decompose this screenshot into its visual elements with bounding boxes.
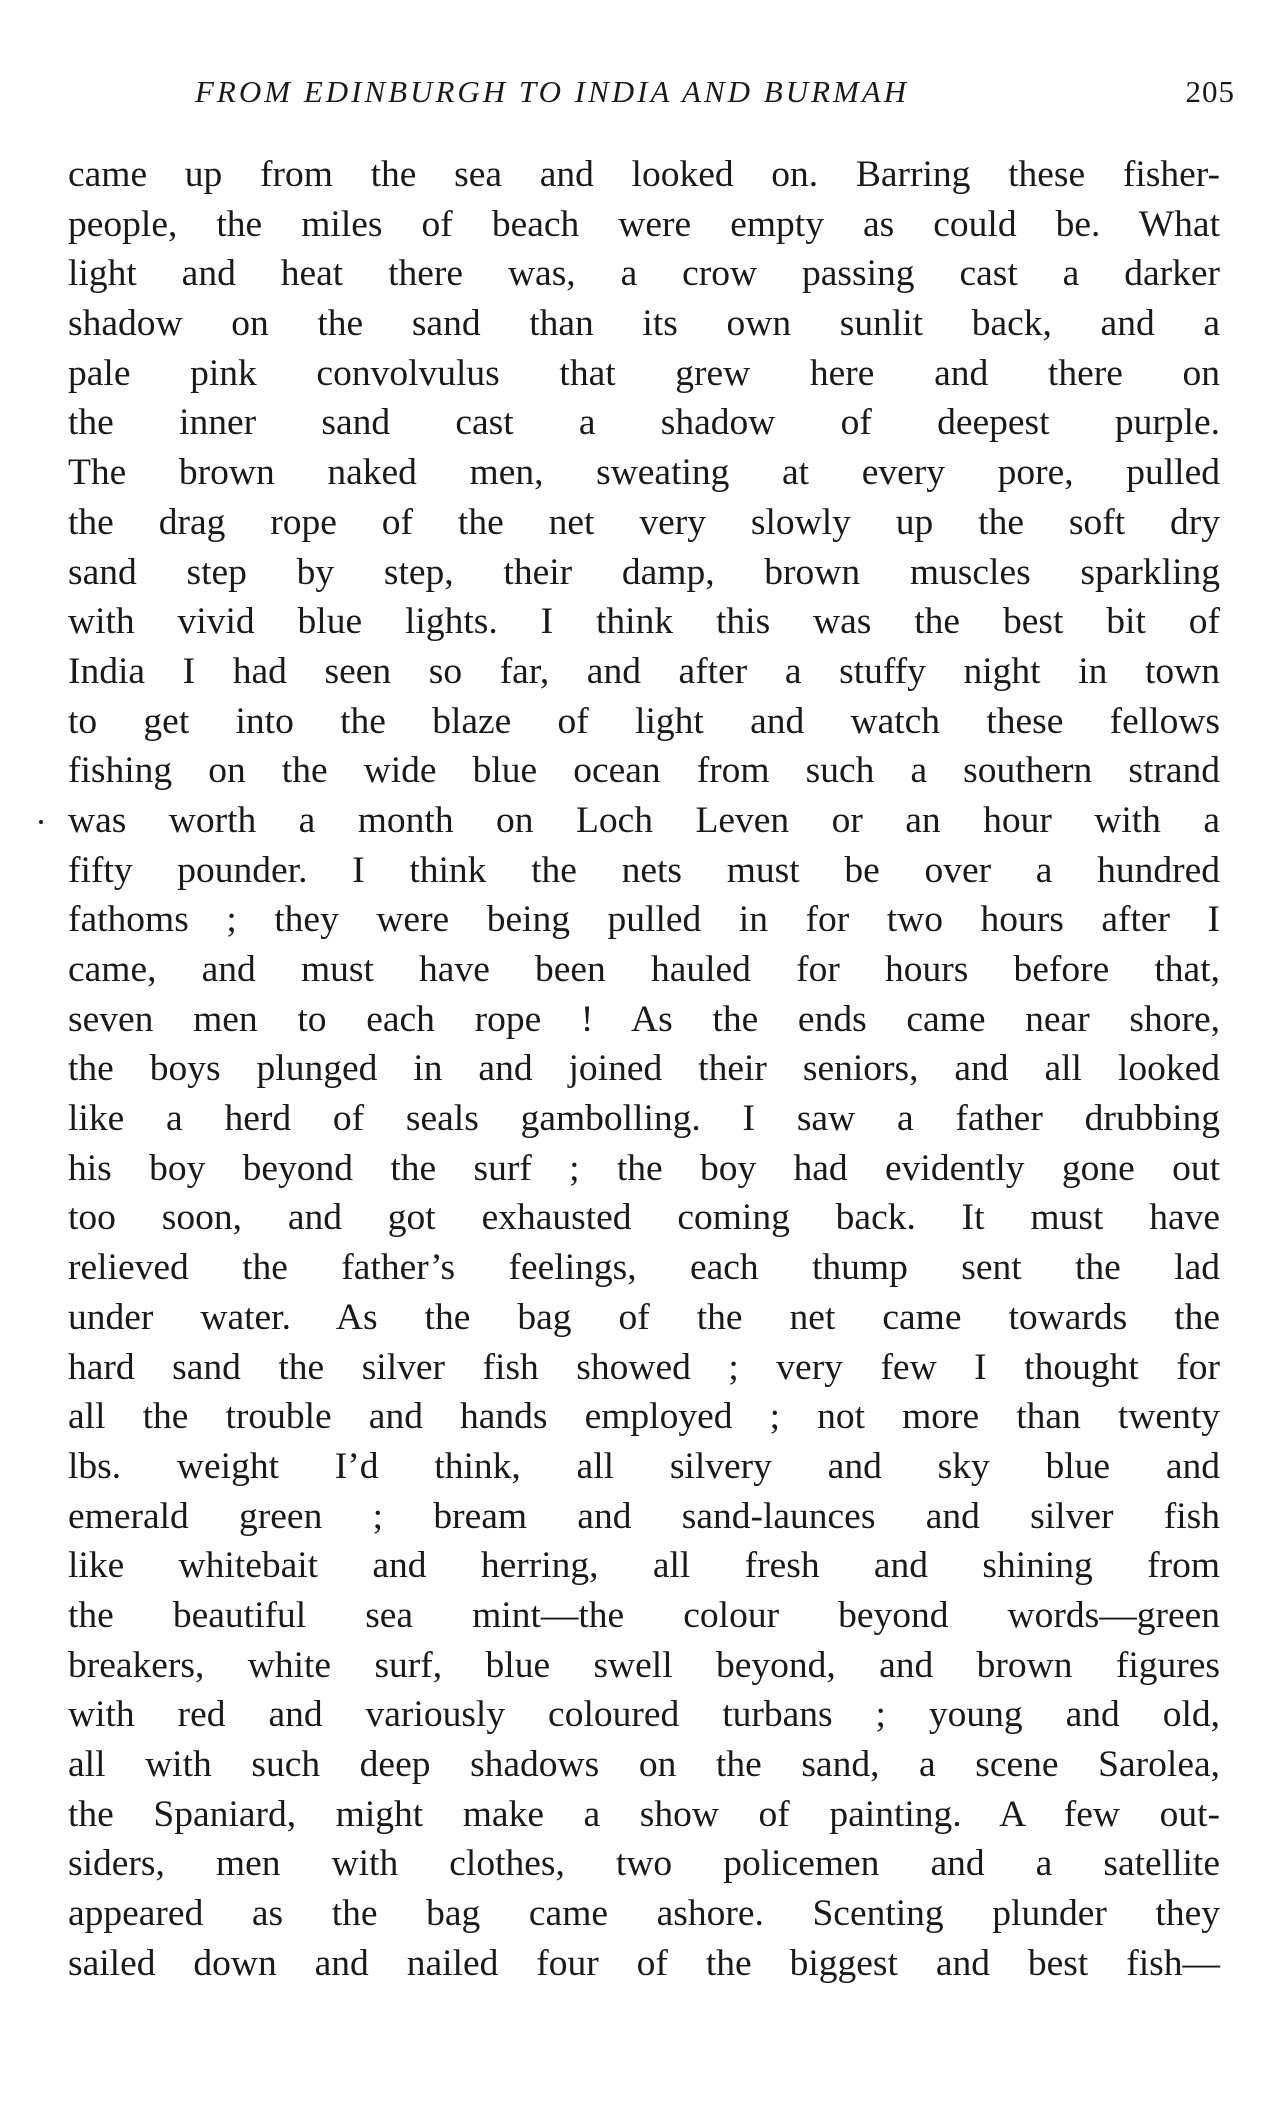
text-line: to get into the blaze of light and watch these fellows (68, 700, 1220, 742)
text-line: appeared as the bag came ashore. Scenting plunder they (68, 1893, 1220, 1935)
text-line: with vivid blue lights. I think this was the best bit of (68, 601, 1220, 643)
text-line: shadow on the sand than its own sunlit back, and a (68, 303, 1220, 345)
text-line: fishing on the wide blue ocean from such a southern strand (68, 750, 1220, 792)
text-line: light and heat there was, a crow passing cast a darker (68, 253, 1220, 295)
text-line: was worth a month on Loch Leven or an hour with a (68, 799, 1220, 841)
text-line: the inner sand cast a shadow of deepest purple. (68, 402, 1220, 444)
text-line: the drag rope of the net very slowly up the soft dry (68, 501, 1220, 543)
text-line: lbs. weight I’d think, all silvery and sky blue and (68, 1445, 1220, 1487)
text-line: with red and variously coloured turbans ; young and old, (68, 1694, 1220, 1736)
text-line: sand step by step, their damp, brown muscles sparkling (68, 551, 1220, 593)
text-line: all with such deep shadows on the sand, a scene Sarolea, (68, 1744, 1220, 1785)
body-text (68, 150, 1220, 1988)
text-line: his boy beyond the surf ; the boy had evidently gone out (68, 1147, 1220, 1189)
text-line: relieved the father’s feelings, each thump sent the lad (68, 1247, 1220, 1289)
text-line: The brown naked men, sweating at every pore, pulled (68, 452, 1220, 494)
text-line: people, the miles of beach were empty as could be. What (68, 203, 1220, 245)
text-line: India I had seen so far, and after a stuffy night in town (68, 650, 1220, 692)
text-line: seven men to each rope ! As the ends came near shore, (68, 998, 1220, 1040)
text-line: siders, men with clothes, two policemen and a satellite (68, 1843, 1220, 1885)
text-line: under water. As the bag of the net came towards the (68, 1296, 1220, 1338)
text-line: came, and must have been hauled for hours before that, (68, 949, 1220, 990)
text-line: the Spaniard, might make a show of painting. A few out- (68, 1793, 1220, 1835)
text-line: fifty pounder. I think the nets must be over a hundred (68, 849, 1220, 891)
page-number: 205 (1185, 74, 1235, 109)
text-line: like a herd of seals gambolling. I saw a father drubbing (68, 1098, 1220, 1140)
text-line: fathoms ; they were being pulled in for two hours after I (68, 899, 1220, 941)
running-title: FROM EDINBURGH TO INDIA AND BURMAH (195, 74, 910, 109)
text-line: breakers, white surf, blue swell beyond, and brown figures (68, 1644, 1220, 1686)
text-line: the boys plunged in and joined their seniors, and all looked (68, 1048, 1220, 1090)
text-line: like whitebait and herring, all fresh and shining from (68, 1545, 1220, 1587)
text-line: came up from the sea and looked on. Barring these fisher- (68, 154, 1220, 195)
text-line: sailed down and nailed four of the biggest and best fish— (68, 1942, 1220, 1984)
text-line: the beautiful sea mint—the colour beyond words—green (68, 1594, 1220, 1636)
text-line: pale pink convolvulus that grew here and there on (68, 352, 1220, 394)
text-line: all the trouble and hands employed ; not more than twenty (68, 1396, 1220, 1438)
margin-mark (39, 820, 43, 824)
running-head (195, 74, 1235, 124)
text-line: hard sand the silver fish showed ; very few I thought for (68, 1346, 1220, 1388)
text-line: too soon, and got exhausted coming back. It must have (68, 1197, 1220, 1239)
text-line: emerald green ; bream and sand-launces and silver fish (68, 1495, 1220, 1537)
